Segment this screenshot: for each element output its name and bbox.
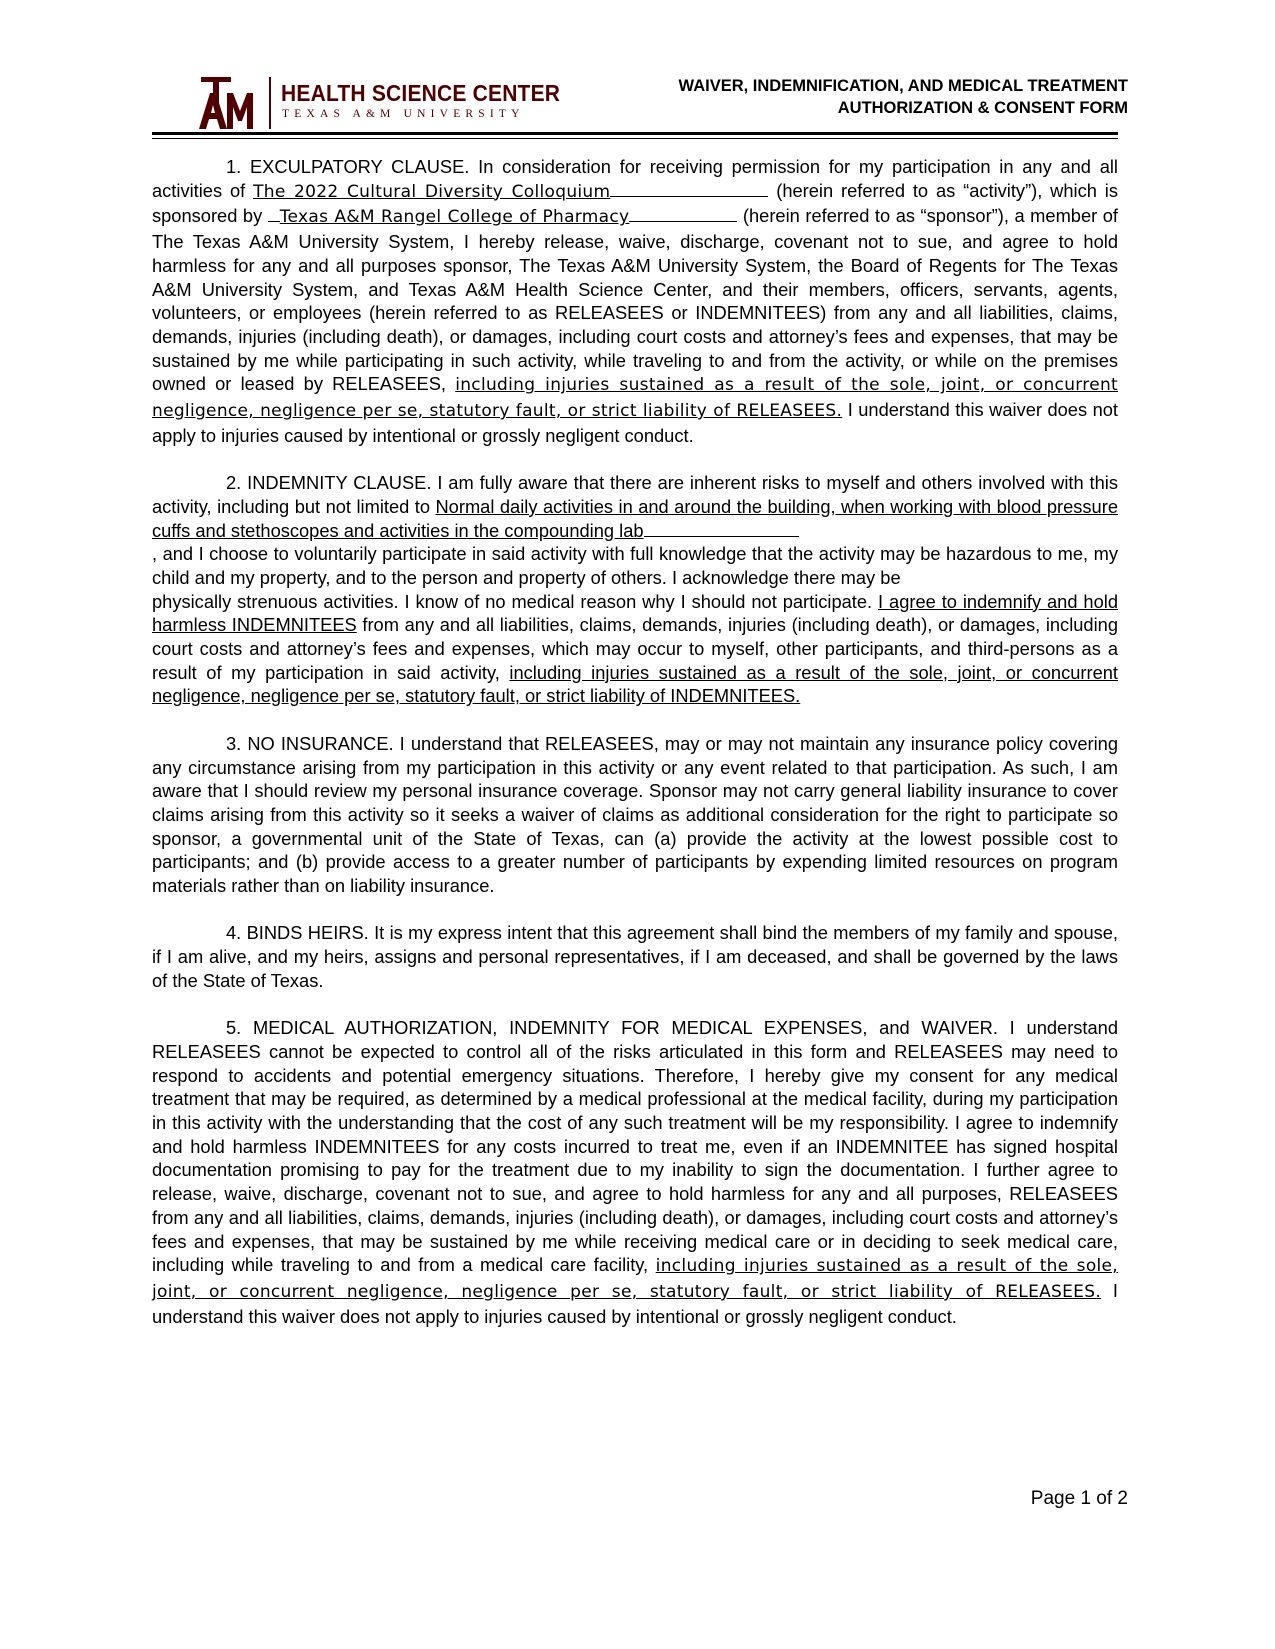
risks-field-line bbox=[644, 522, 799, 537]
form-title-line1: WAIVER, INDEMNIFICATION, AND MEDICAL TREATMENT bbox=[678, 77, 1128, 95]
sponsor-field-line bbox=[629, 207, 737, 222]
header-rule-thick bbox=[152, 132, 1118, 135]
tamu-hsc-logo bbox=[197, 75, 561, 131]
activity-field: The 2022 Cultural Diversity Colloquium bbox=[253, 181, 611, 202]
logo-subtitle: TEXAS A&M UNIVERSITY bbox=[282, 108, 525, 120]
section-indemnity-clause: 2. INDEMNITY CLAUSE. I am fully aware that there are inherent risks to myself and others involved with this activity, including but not limited to Normal daily activities in and around the building, when working with blood pressure cuffs and stethoscopes and activities in the compounding lab , and I choose to voluntarily participate in said activity with full knowledge that the activity may be hazardous to me, my child and my property, and to the person and property of others. I acknowledge there may be physically strenuous activities. I know of no medical reason why I should not participate. I agree to indemnify and hold harmless INDEMNITEES from any and all liabilities, claims, demands, injuries (including death), or damages, including court costs and attorney’s fees and expenses, which may occur to myself, other participants, and third-persons as a result of my participation in said activity, including injuries sustained as a result of the sole, joint, or concurrent negligence, negligence per se, statutory fault, or strict liability of INDEMNITEES. bbox=[152, 472, 1118, 707]
logo-title: HEALTH SCIENCE CENTER bbox=[281, 81, 561, 107]
risks-field: Normal daily activities in and around the building, when working with blood pressure cuffs and stethoscopes and activities in the compounding lab bbox=[152, 495, 1118, 541]
sponsor-field-line-lead bbox=[268, 207, 280, 222]
indemnitee-negligence-clause: including injuries sustained as a result of the sole, joint, or concurrent negligence, negligence per se, statutory fault, or strict liability of INDEMNITEES. bbox=[152, 661, 1118, 707]
section-exculpatory-clause: 1. EXCULPATORY CLAUSE. In consideration for receiving permission for my participation in any and all activities of The 2022 Cultural Diversity Colloquium (herein referred to as “activity”), which is sponsored by Texas A&M Rangel College of Pharmacy (herein referred to as “sponsor”), a member of The Texas A&M University System, I hereby release, waive, discharge, covenant not to sue, and agree to hold harmless for any and all purposes sponsor, The Texas A&M University System, the Board of Regents for The Texas A&M University System, and Texas A&M Health Science Center, and their members, officers, servants, agents, volunteers, or employees (herein referred to as RELEASEES or INDEMNITEES) from any and all liabilities, claims, demands, injuries (including death), or damages, including court costs and attorney’s fees and expenses, that may be sustained by me while participating in such activity, while traveling to and from the activity, or while on the premises owned or leased by RELEASEES, including injuries sustained as a result of the sole, joint, or concurrent negligence, negligence per se, statutory fault, or strict liability of RELEASEES. I understand this waiver does not apply to injuries caused by intentional or grossly negligent conduct. bbox=[152, 156, 1119, 446]
negligence-clause: including injuries sustained as a result of the sole, joint, or concurrent negligence, negligence per se, statutory fault, or strict liability of RELEASEES. bbox=[152, 375, 1118, 422]
form-title-line2: AUTHORIZATION & CONSENT FORM bbox=[837, 99, 1128, 117]
medical-negligence-clause: including injuries sustained as a result of the sole, joint, or concurrent negligence, negligence per se, statutory fault, or strict liability of RELEASEES. bbox=[152, 1256, 1119, 1302]
section-no-insurance: 3. NO INSURANCE. I understand that RELEASEES, may or may not maintain any insurance policy covering any circumstance arising from my participation in this activity or any event related to that participation. As such, I am aware that I should review my personal insurance coverage. Sponsor may not carry general liability insurance to cover claims arising from this activity so it seeks a waiver of claims as additional consideration for the right to participate so sponsor, a governmental unit of the State of Texas, can (a) provide the activity at the lowest possible cost to participants; and (b) provide access to a greater number of participants by expending limited resources on program materials rather than on liability insurance. bbox=[152, 732, 1118, 897]
form-body bbox=[152, 155, 1118, 1352]
activity-field-line bbox=[610, 182, 768, 197]
indemnify-clause: I agree to indemnify and hold harmless INDEMNITEES bbox=[152, 590, 1118, 636]
header-rule-thin bbox=[152, 138, 1118, 139]
logo-divider bbox=[269, 77, 271, 129]
page-number: Page 1 of 2 bbox=[1030, 1488, 1128, 1509]
atm-logo-icon bbox=[197, 75, 253, 131]
section-medical-authorization: 5. MEDICAL AUTHORIZATION, INDEMNITY FOR MEDICAL EXPENSES, and WAIVER. I understand RELEASEES cannot be expected to control all of the risks articulated in this form and RELEASEES may need to respond to accidents and potential emergency situations. Therefore, I hereby give my consent for any medical treatment that may be required, as determined by a medical professional at the medical facility, during my participation in this activity with the understanding that the cost of any such treatment will be my responsibility. I agree to indemnify and hold harmless INDEMNITEES for any costs incurred to treat me, even if an INDEMNITEE has signed hospital documentation promising to pay for the treatment due to my inability to sign the documentation. I further agree to release, waive, discharge, covenant not to sue, and agree to hold harmless for any and all purposes, RELEASEES from any and all liabilities, claims, demands, injuries (including death), or damages, including court costs and attorney’s fees and expenses, that may be sustained by me while receiving medical care or in deciding to seek medical care, including while traveling to and from a medical care facility, including injuries sustained as a result of the sole, joint, or concurrent negligence, negligence per se, statutory fault, or strict liability of RELEASEES. I understand this waiver does not apply to injuries caused by intentional or grossly negligent conduct. bbox=[152, 1017, 1119, 1327]
sponsor-field: Texas A&M Rangel College of Pharmacy bbox=[279, 207, 630, 228]
section-binds-heirs: 4. BINDS HEIRS. It is my express intent that this agreement shall bind the members of my family and spouse, if I am alive, and my heirs, assigns and personal representatives, if I am deceased, and shall be governed by the laws of the State of Texas. bbox=[152, 922, 1118, 991]
form-title bbox=[679, 75, 1128, 119]
